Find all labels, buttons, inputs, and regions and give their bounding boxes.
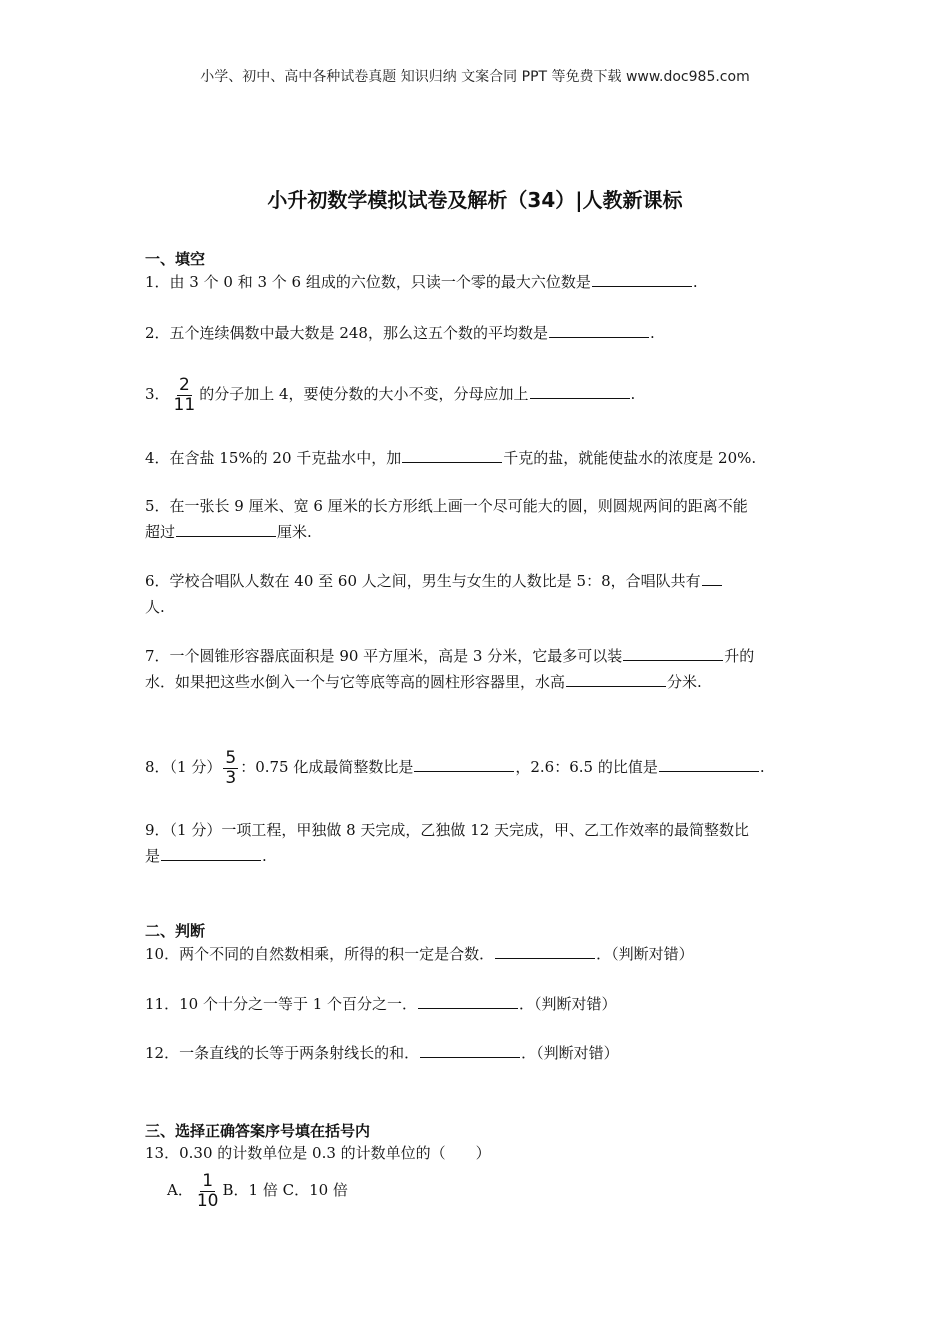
question-6: [145, 568, 810, 620]
question-text: .: [649, 324, 655, 342]
question-text: 千克的盐，就能使盐水的浓度是 20%.: [503, 449, 757, 467]
question-text: 厘米.: [277, 523, 312, 541]
answer-blank[interactable]: [495, 942, 595, 959]
answer-blank[interactable]: [592, 270, 692, 287]
question-3: [145, 372, 810, 416]
question-text: 7．一个圆锥形容器底面积是 90 平方厘米，高是 3 分米，它最多可以装: [145, 647, 623, 665]
question-text: 8．（1 分）: [145, 758, 222, 776]
question-2: [145, 320, 810, 346]
question-text: ：0.75 化成最简整数比是: [240, 758, 414, 776]
fraction-denominator: 11: [173, 394, 196, 415]
question-text: 2．五个连续偶数中最大数是 248，那么这五个数的平均数是: [145, 324, 548, 342]
option-a[interactable]: A．: [167, 1181, 193, 1199]
question-text: 3．: [145, 385, 170, 403]
question-text: 12．一条直线的长等于两条射线长的和．: [145, 1044, 420, 1062]
question-text: ．（判断对错）: [596, 945, 694, 963]
question-7: [145, 643, 810, 695]
question-4: [145, 445, 810, 471]
answer-blank[interactable]: [702, 569, 722, 586]
question-text: 5．在一张长 9 厘米、宽 6 厘米的长方形纸上画一个尽可能大的圆，则圆规两间的距离不能: [145, 497, 748, 515]
answer-blank[interactable]: [659, 755, 759, 772]
question-text: .: [759, 758, 765, 776]
question-text: 6．学校合唱队人数在 40 至 60 人之间，男生与女生的人数比是 5：8，合唱队共有: [145, 572, 701, 590]
options-b-c[interactable]: B．1 倍 C．10 倍: [222, 1181, 348, 1199]
answer-blank[interactable]: [566, 670, 666, 687]
question-text: .: [630, 385, 636, 403]
fraction-denominator: 3: [225, 767, 237, 788]
question-text: 的分子加上 4，要使分数的大小不变，分母应加上: [199, 385, 529, 403]
question-text: ，2.6：6.5 的比值是: [515, 758, 658, 776]
question-text: 超过: [145, 523, 176, 541]
question-10: [145, 941, 810, 967]
question-11: [145, 991, 810, 1017]
question-text: ．（判断对错）: [519, 995, 617, 1013]
section-heading-fill: 一、填空: [145, 250, 206, 268]
fraction-numerator: 5: [225, 747, 237, 768]
question-text: 分米.: [667, 673, 702, 691]
answer-blank[interactable]: [176, 520, 276, 537]
question-text: 13．0.30 的计数单位是 0.3 的计数单位的（ ）: [145, 1144, 491, 1162]
fraction-denominator: 10: [196, 1190, 219, 1211]
section-heading-choice: 三、选择正确答案序号填在括号内: [145, 1122, 371, 1140]
question-text: 水．如果把这些水倒入一个与它等底等高的圆柱形容器里，水高: [145, 673, 566, 691]
fraction: [195, 1172, 221, 1211]
answer-blank[interactable]: [530, 382, 630, 399]
question-text: 11．10 个十分之一等于 1 个百分之一．: [145, 995, 418, 1013]
page-banner: 小学、初中、高中各种试卷真题 知识归纳 文案合同 PPT 等免费下载 www.doc985.com: [200, 69, 750, 85]
question-text: .: [262, 847, 267, 865]
fraction-numerator: 2: [178, 374, 190, 395]
question-text: ．（判断对错）: [521, 1044, 619, 1062]
question-13: [145, 1140, 810, 1166]
question-1: [145, 269, 810, 295]
question-9: [145, 817, 810, 869]
question-12: [145, 1040, 810, 1066]
question-text: 升的: [724, 647, 755, 665]
fraction-numerator: 1: [202, 1170, 214, 1191]
question-8: [145, 745, 810, 789]
answer-blank[interactable]: [414, 755, 514, 772]
question-text: 4．在含盐 15%的 20 千克盐水中，加: [145, 449, 402, 467]
question-13-options: [167, 1168, 832, 1212]
answer-blank[interactable]: [161, 844, 261, 861]
answer-blank[interactable]: [402, 446, 502, 463]
section-heading-judge: 二、判断: [145, 922, 206, 940]
question-5: [145, 493, 810, 545]
answer-blank[interactable]: [623, 644, 723, 661]
question-text: 人.: [145, 598, 165, 616]
fraction: [172, 376, 198, 415]
answer-blank[interactable]: [420, 1041, 520, 1058]
fraction: [223, 749, 238, 788]
question-text: .: [692, 273, 698, 291]
answer-blank[interactable]: [549, 321, 649, 338]
page-title: 小升初数学模拟试卷及解析（34）|人教新课标: [267, 188, 683, 212]
question-text: 10．两个不同的自然数相乘，所得的积一定是合数．: [145, 945, 495, 963]
question-text: 9．（1 分）一项工程，甲独做 8 天完成，乙独做 12 天完成，甲、乙工作效率的最简整数比: [145, 821, 750, 839]
answer-blank[interactable]: [418, 992, 518, 1009]
question-text: 是: [145, 847, 161, 865]
question-text: 1．由 3 个 0 和 3 个 6 组成的六位数，只读一个零的最大六位数是: [145, 273, 591, 291]
